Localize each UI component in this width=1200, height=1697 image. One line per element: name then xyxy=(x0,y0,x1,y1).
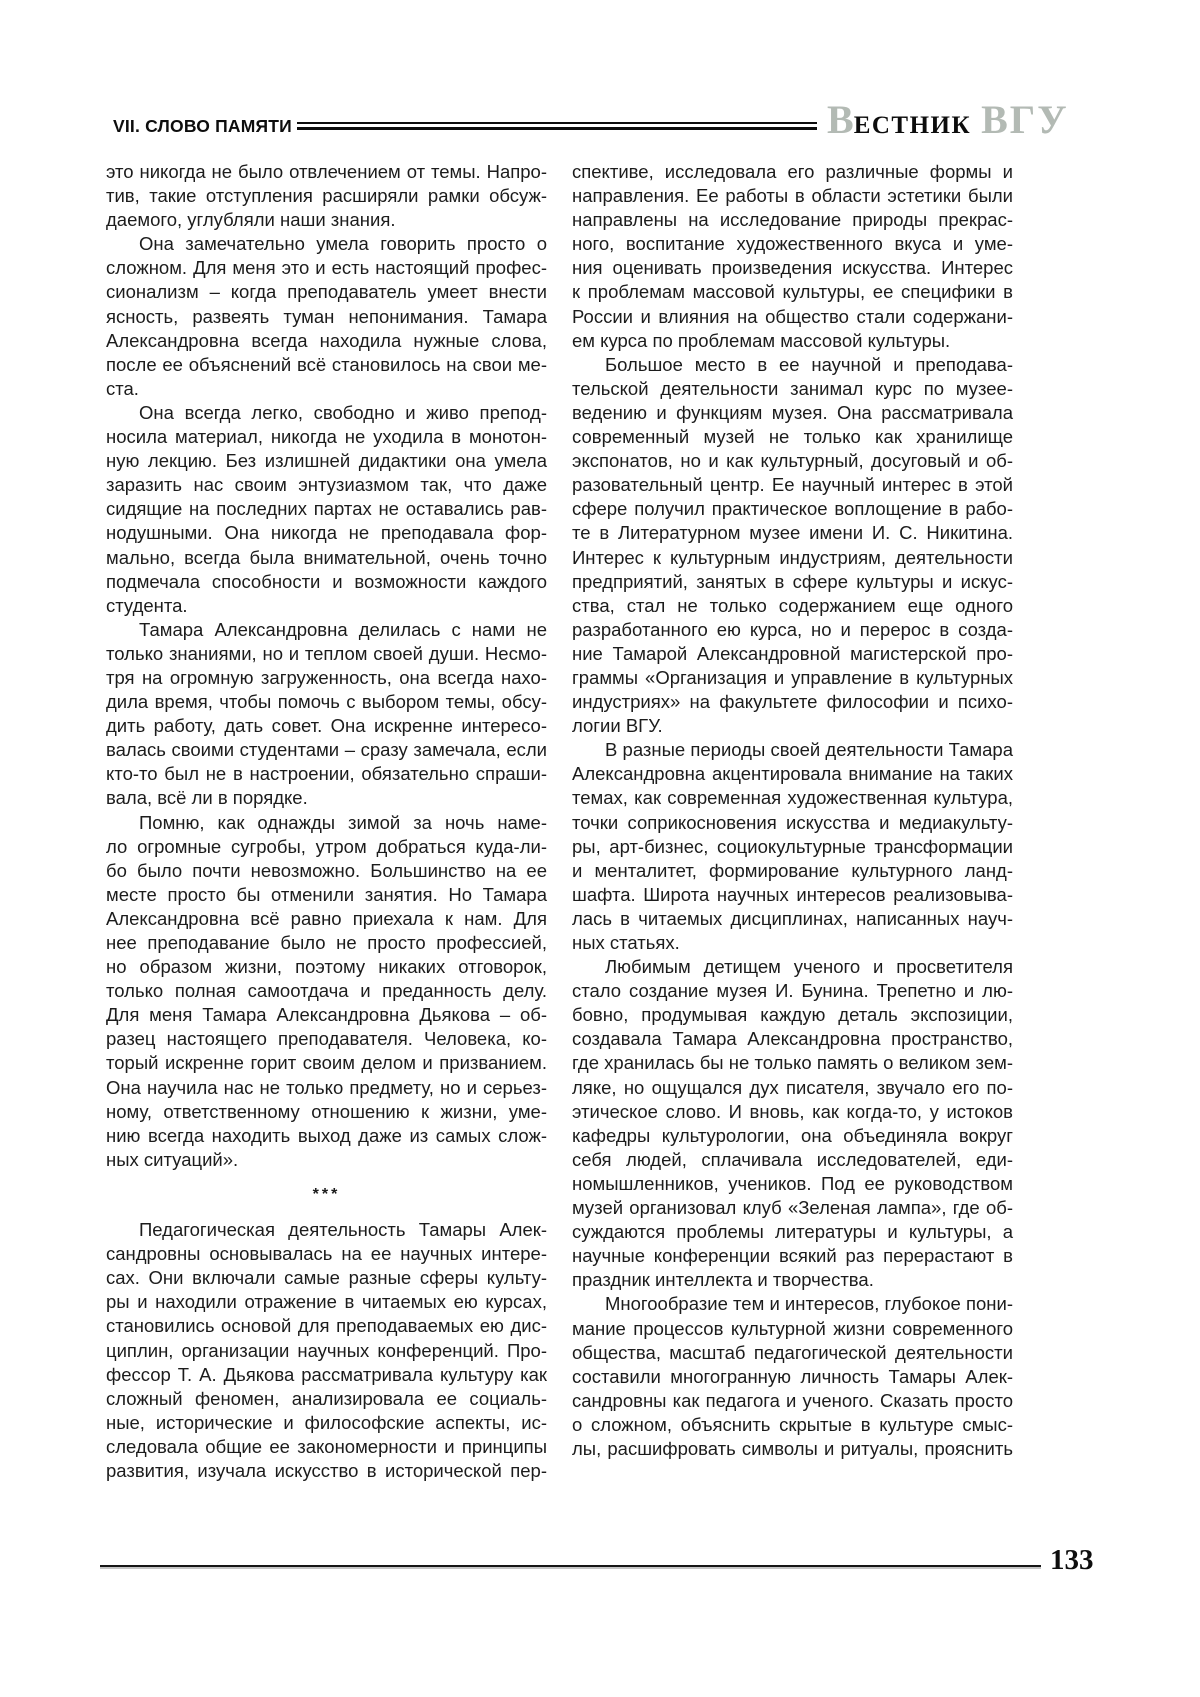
text-line: спективе, исследовала его различные формы и xyxy=(572,161,1013,182)
text-line: только полная самоотдача и преданность делу. xyxy=(106,980,547,1002)
text-line: ние Тамарой Александровной магистерской про- xyxy=(572,642,1013,664)
text-line: Она научила нас не только предмету, но и серьез- xyxy=(106,1076,547,1098)
text-line: стало создание музея И. Бунина. Трепетно и лю- xyxy=(572,980,1013,1002)
text-line: этическое слово. И вновь, как когда-то, у истоков xyxy=(572,1100,1013,1122)
text-line: ляке, но ощущался дух писателя, звучало его по- xyxy=(572,1076,1013,1098)
text-line: ста. xyxy=(106,377,139,399)
text-line: нее преподавание было не просто профессией, xyxy=(106,932,547,953)
text-line: заразить нас своим энтузиазмом так, что даже xyxy=(106,474,547,496)
text-line: сидящие на последних партах не оставались рав- xyxy=(106,498,547,520)
text-line: нодушными. Она никогда не преподавала фор- xyxy=(106,522,547,544)
text-line: Для меня Тамара Александровна Дьякова – об- xyxy=(106,1004,547,1026)
article-body xyxy=(106,160,1013,1483)
text-line: дила время, чтобы помочь с выбором темы, обсу- xyxy=(106,691,547,713)
text-line: тря на огромную загруженность, она всегда нахо- xyxy=(106,666,547,688)
text-line: направлены на исследование природы прекрас- xyxy=(572,209,1013,231)
text-line: кафедры культурологии, она объединяла вокруг xyxy=(572,1124,1013,1146)
text-line: ем курса по проблемам массовой культуры. xyxy=(572,329,951,351)
text-line: те в Литературном музее имени И. С. Никитина. xyxy=(572,522,1013,544)
text-line: ного, воспитание художественного вкуса и уме- xyxy=(572,233,1013,255)
text-line: становились основой для преподаваемых ею дис- xyxy=(106,1315,547,1337)
text-line: нию всегда находить выход даже из самых слож- xyxy=(106,1124,547,1146)
text-line: составили многогранную личность Тамары Алек- xyxy=(572,1365,1013,1387)
text-line: создавала Тамара Александровна пространство, xyxy=(572,1028,1013,1050)
text-line: номышленников, учеников. Под ее руководством xyxy=(572,1172,1013,1194)
text-line: Александровна всегда находила нужные слова, xyxy=(106,329,547,351)
text-line: ства, стал не только содержанием еще одного xyxy=(572,594,1013,616)
text-line: себя людей, сплачивала исследователей, еди- xyxy=(572,1148,1013,1170)
text-line: ры, арт-бизнес, социокультурные трансформации xyxy=(572,835,1013,857)
page-number: 133 xyxy=(1050,1544,1094,1576)
text-line: разовательный центр. Ее научный интерес в этой xyxy=(572,474,1013,496)
text-line: научные конференции всякий раз перерастают в xyxy=(572,1245,1013,1267)
text-line: циплин, организации научных конференций. Про- xyxy=(106,1339,547,1361)
text-line: мально, всегда была внимательной, очень точно xyxy=(106,546,547,568)
text-line: сфере получил практическое воплощение в рабо- xyxy=(572,498,1013,520)
text-line: ния оценивать произведения искусства. Интерес xyxy=(572,257,1013,279)
text-line: Педагогическая деятельность Тамары Алек- xyxy=(139,1219,547,1241)
journal-logo-initial: В xyxy=(827,97,854,142)
text-line: следовала общие ее закономерности и принципы xyxy=(106,1435,547,1457)
text-line: бо было почти невозможно. Большинство на ее xyxy=(106,859,547,881)
text-line: сложном. Для меня это и есть настоящий профес- xyxy=(106,257,547,279)
text-line: ведению и функциям музея. Она рассматривала xyxy=(572,401,1013,423)
text-line: сандровны как педагога и ученого. Сказать просто xyxy=(572,1389,1013,1411)
text-line: Она всегда легко, свободно и живо препод- xyxy=(139,401,547,423)
text-line: торый искренне горит своим делом и призванием. xyxy=(106,1052,547,1074)
text-line: суждаются проблемы литературы и культуры, а xyxy=(572,1221,1013,1243)
text-line: валась своими студентами – сразу замечала, если xyxy=(106,739,547,761)
text-line: это никогда не было отвлечением от темы. Напро- xyxy=(106,161,547,182)
text-line: общества, масштаб педагогической деятельности xyxy=(572,1341,1013,1363)
text-line: вала, всё ли в порядке. xyxy=(106,787,308,809)
text-line: экспонатов, но и как культурный, досуговый и об- xyxy=(572,450,1013,472)
text-line: фессор Т. А. Дьякова рассматривала культуру как xyxy=(106,1363,547,1385)
text-line: Она замечательно умела говорить просто о xyxy=(139,233,547,255)
text-line: Александровна акцентировала внимание на таких xyxy=(572,763,1013,785)
text-line: России и влияния на общество стали содержани- xyxy=(572,305,1013,327)
text-line: логии ВГУ. xyxy=(572,715,663,737)
text-line: предприятий, занятых в сфере культуры и искус- xyxy=(572,570,1013,592)
text-line: лы, расшифровать символы и ритуалы, прояснить xyxy=(572,1437,1013,1459)
text-line: бовно, продумывая каждую деталь экспозиции, xyxy=(572,1004,1013,1026)
text-line: ясность, развеять туман непонимания. Тамара xyxy=(106,305,547,327)
text-line: сах. Они включали самые разные сферы культу- xyxy=(106,1267,547,1289)
text-line: точки соприкосновения искусства и медиакульту- xyxy=(572,811,1013,833)
text-line: кто-то был не в настроении, обязательно спраши- xyxy=(106,763,547,785)
footer-rule xyxy=(100,1565,1041,1567)
text-line: тельской деятельности занимал курс по музее- xyxy=(572,377,1013,399)
text-line: только знаниями, но и теплом своей души. Несмо- xyxy=(106,642,547,664)
text-line: шафта. Широта научных интересов реализовыва- xyxy=(572,883,1013,905)
text-line: Тамара Александровна делилась с нами не xyxy=(139,618,547,640)
text-line: граммы «Организация и управление в культурных xyxy=(572,666,1013,688)
text-column-right xyxy=(572,160,1013,1483)
text-line: студента. xyxy=(106,594,188,616)
text-line: сложный феномен, анализировала ее социаль- xyxy=(106,1387,547,1409)
text-line: даемого, углубляли наши знания. xyxy=(106,209,396,231)
text-line: Любимым детищем ученого и просветителя xyxy=(605,956,1013,978)
text-line: сандровны основывалась на ее научных интере- xyxy=(106,1243,547,1265)
text-line: ному, ответственному отношению к жизни, уме- xyxy=(106,1100,547,1122)
text-line: тив, такие отступления расширяли рамки обсуж- xyxy=(106,185,547,207)
text-line: праздник интеллекта и творчества. xyxy=(572,1269,874,1291)
text-line: направления. Ее работы в области эстетики были xyxy=(572,185,1013,207)
journal-logo-rest: ЕСТНИК xyxy=(853,112,972,139)
text-line: Интерес к культурным индустриям, деятельности xyxy=(572,546,1013,568)
journal-logo-acronym: ВГУ xyxy=(981,97,1069,142)
text-line: где хранилась бы не только память о великом зем- xyxy=(572,1052,1013,1074)
text-line: ных статьях. xyxy=(572,932,680,953)
journal-logo xyxy=(827,97,1069,142)
text-line: разработанного ею курса, но и перерос в созда- xyxy=(572,618,1013,640)
text-line: месте просто бы отменили занятия. Но Тамара xyxy=(106,883,547,905)
text-line: Помню, как однажды зимой за ночь наме- xyxy=(139,811,547,833)
text-line: дить работу, дать совет. Она искренне интересо- xyxy=(106,715,547,737)
text-line: лась в читаемых дисциплинах, написанных науч- xyxy=(572,907,1013,929)
text-line: развития, изучала искусство в исторической пер- xyxy=(106,1459,547,1481)
text-line: и менталитет, формирование культурного ланд- xyxy=(572,859,1013,881)
text-line: ло огромные сугробы, утром добраться куда-ли- xyxy=(106,835,547,857)
text-line: индустриях» на факультете философии и психо- xyxy=(572,691,1013,713)
text-line: мание процессов культурной жизни современного xyxy=(572,1317,1013,1339)
text-line: разец настоящего преподавателя. Человека, ко- xyxy=(106,1028,547,1050)
text-line: ные, исторические и философские аспекты, ис- xyxy=(106,1411,547,1433)
text-line: Большое место в ее научной и преподава- xyxy=(605,353,1013,375)
text-line: современный музей не только как хранилище xyxy=(572,426,1013,448)
text-line: к проблемам массовой культуры, ее специфики в xyxy=(572,281,1013,303)
text-line: о сложном, объяснить скрытые в культуре смыс- xyxy=(572,1413,1013,1435)
text-line: Александровна всё равно приехала к нам. Для xyxy=(106,907,547,929)
text-line: но образом жизни, поэтому никаких отговорок, xyxy=(106,956,547,978)
header-double-rule xyxy=(297,122,817,130)
text-line: после ее объяснений всё становилось на свои ме- xyxy=(106,353,547,375)
text-line: темах, как современная художественная культура, xyxy=(572,787,1013,809)
text-line: Многообразие тем и интересов, глубокое пони- xyxy=(605,1293,1013,1315)
text-line: ную лекцию. Без излишней дидактики она умела xyxy=(106,450,547,472)
text-column-left xyxy=(106,160,547,1483)
section-heading: VII. СЛОВО ПАМЯТИ xyxy=(113,116,292,136)
text-line: ных ситуаций». xyxy=(106,1148,239,1170)
asterisk-separator: *** xyxy=(312,1185,341,1203)
text-line: ры и находили отражение в читаемых ею курсах, xyxy=(106,1291,547,1313)
text-line: подмечала способности и возможности каждого xyxy=(106,570,547,592)
text-line: носила материал, никогда не уходила в монотон- xyxy=(106,426,547,448)
text-line: сионализм – когда преподаватель умеет внести xyxy=(106,281,547,303)
text-line: В разные периоды своей деятельности Тамара xyxy=(605,739,1013,761)
text-line: музей организовал клуб «Зеленая лампа», где об- xyxy=(572,1197,1013,1219)
